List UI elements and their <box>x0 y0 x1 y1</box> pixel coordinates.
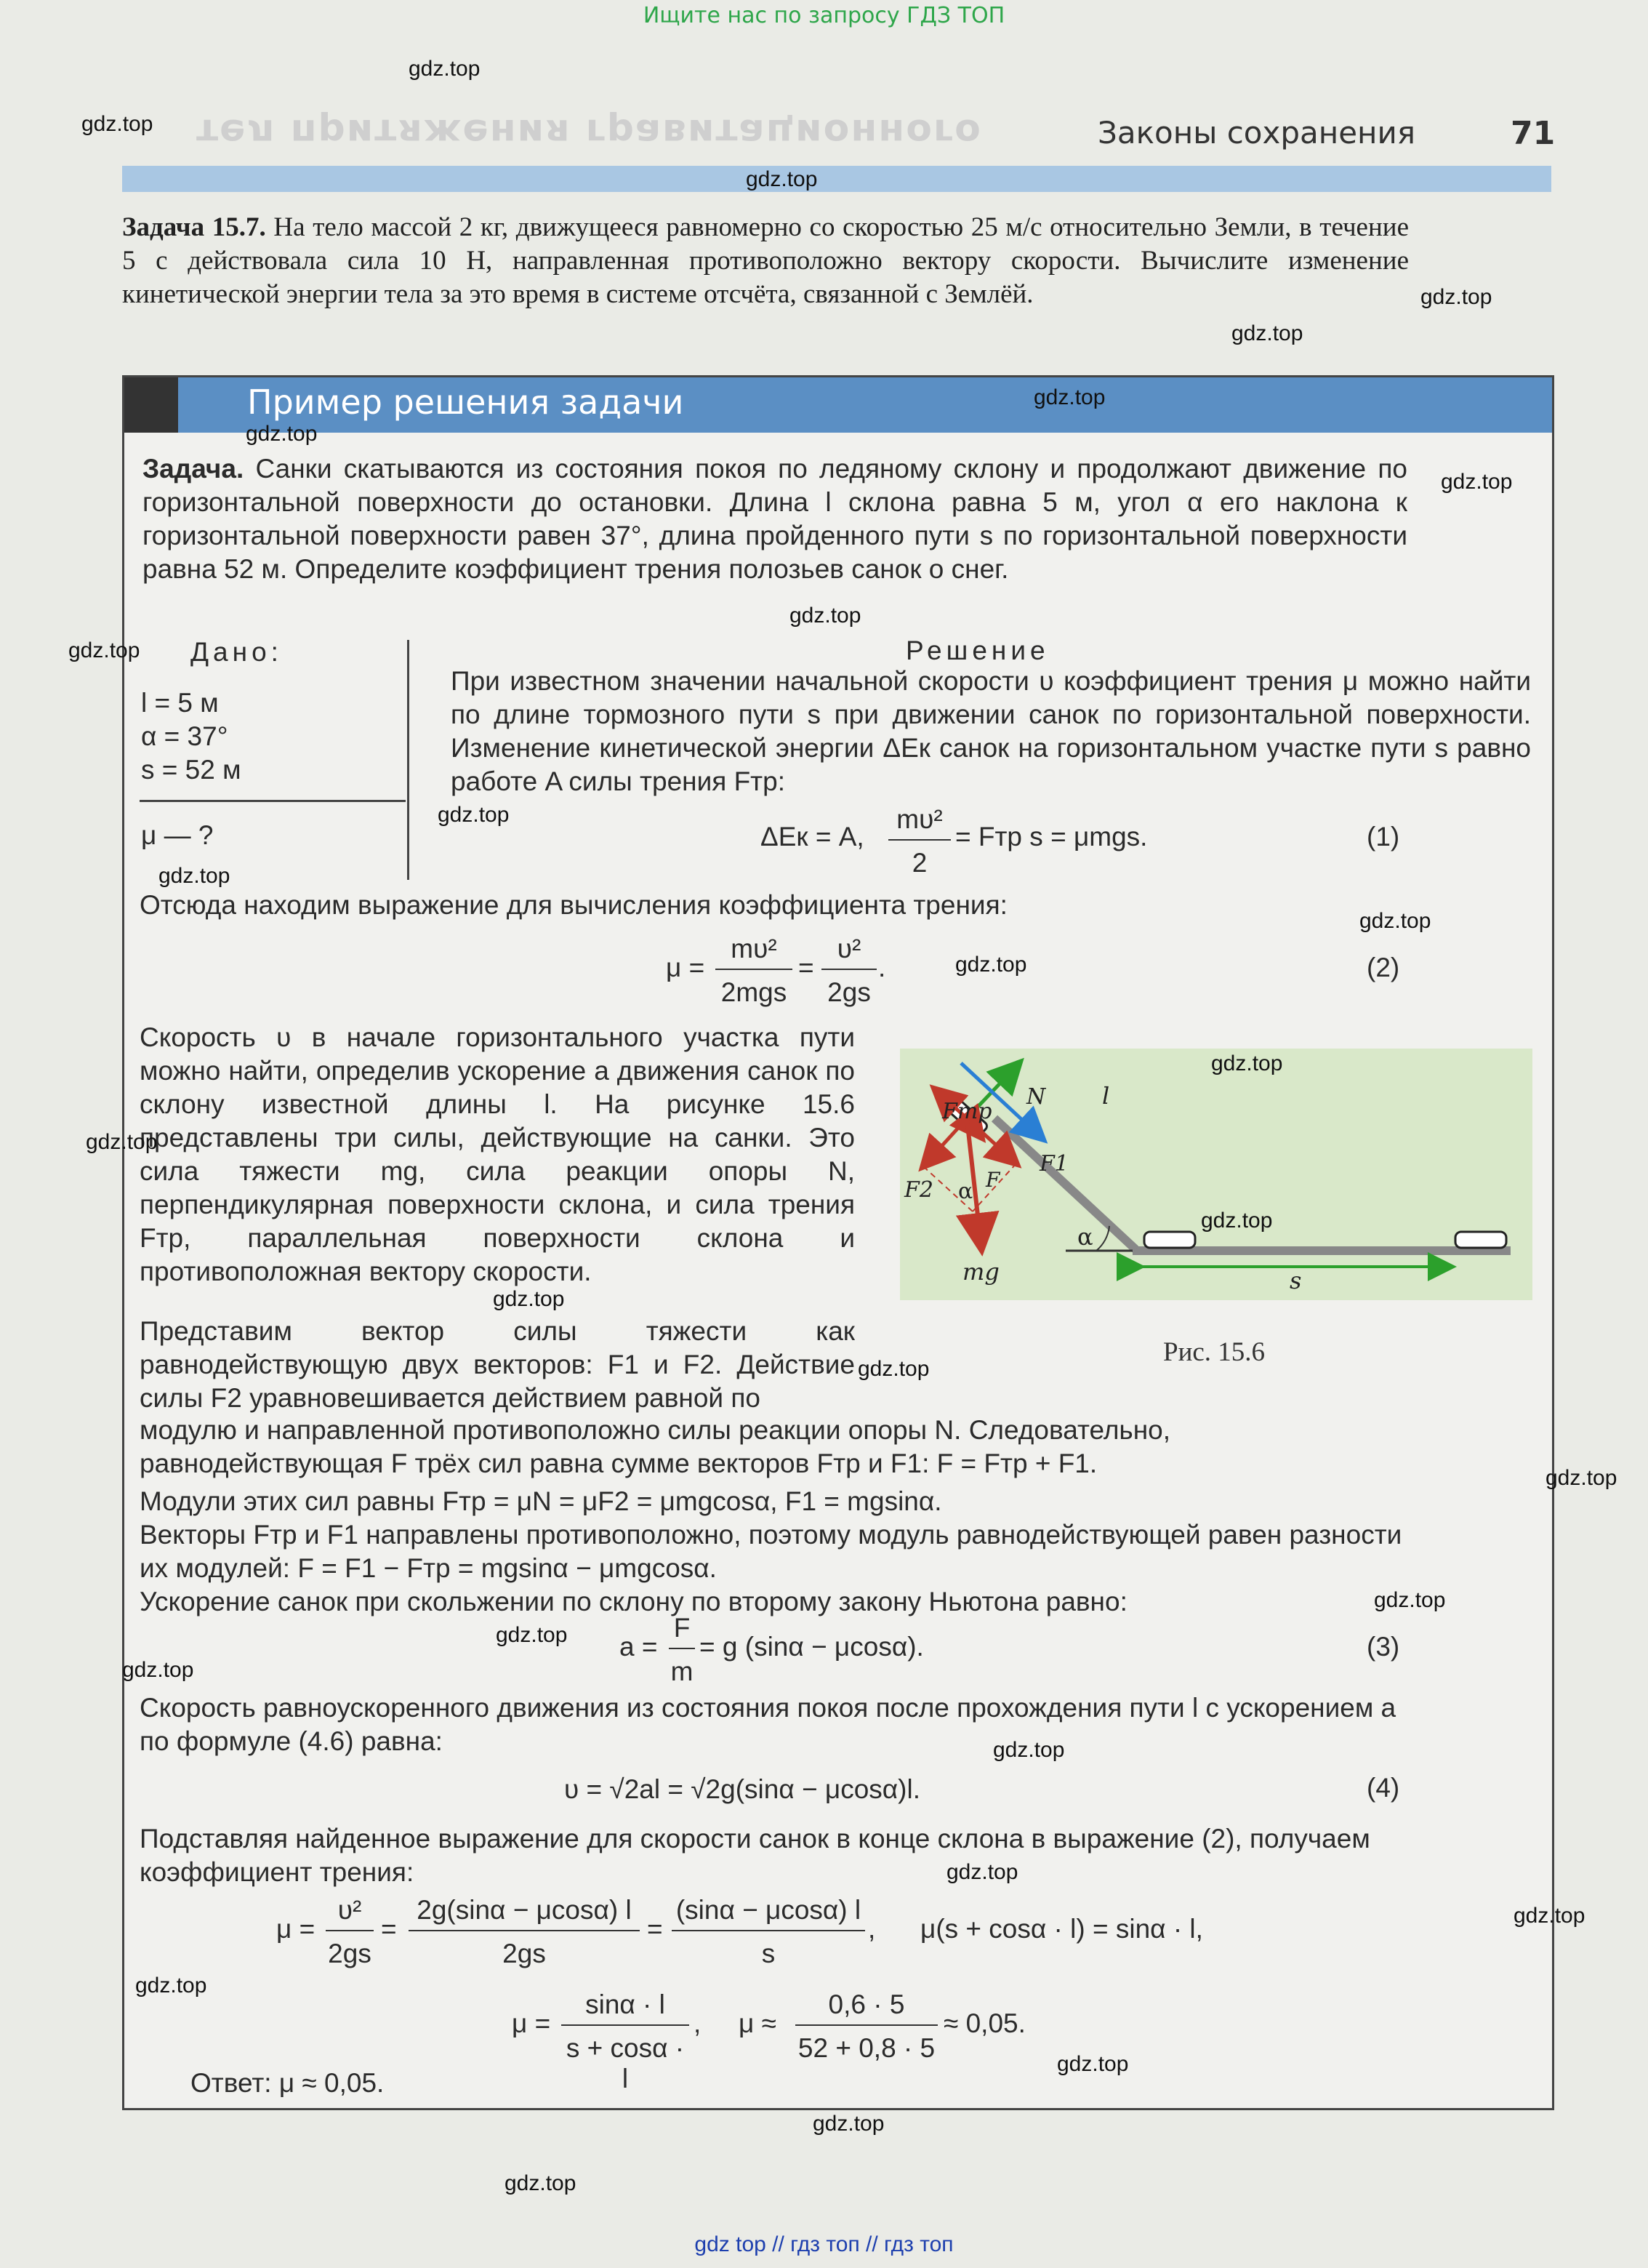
problem-text: На тело массой 2 кг, движущееся равномерно со скоростью 25 м/с относительно Земли, в течение 5 с действовала сила 10 Н, направленная противоположно вектору скорости. Вычислите изменение кинетической энергии тела за это время в системе отсчёта, связанной с Землёй. <box>122 212 1410 309</box>
eq4: υ = √2al = √2g(sinα − μcosα)l. <box>564 1774 920 1804</box>
label-l: l <box>1102 1082 1110 1110</box>
eq2-numerator-1: mυ² <box>731 934 777 963</box>
watermark: gdz.top <box>1374 1588 1446 1612</box>
label-alpha-base: α <box>1077 1223 1093 1251</box>
paragraph-velocity: Скорость равноускоренного движения из состояния покоя после прохождения пути l с ускорением a по формуле (4.6) равна: <box>140 1693 1396 1756</box>
watermark: gdz.top <box>409 57 481 81</box>
eq5-bar-2 <box>409 1930 640 1931</box>
paragraph-substitution: Подставляя найденное выражение для скорости санок в конце склона в выражение (2), получаем коэффициент трения: <box>140 1824 1370 1887</box>
watermark: gdz.top <box>946 1860 1018 1884</box>
paragraph-coefficient: Отсюда находим выражение для вычисления коэффициента трения: <box>140 890 1008 920</box>
watermark: gdz.top <box>1201 1209 1273 1233</box>
page-number: 71 <box>1511 115 1556 152</box>
sled-at-stop <box>1455 1232 1506 1248</box>
watermark: gdz.top <box>858 1357 930 1381</box>
eq2-equals: = <box>798 953 814 982</box>
eq1-denominator: 2 <box>912 848 928 878</box>
label-f1: F1 <box>1040 1151 1069 1177</box>
paragraph-forces: Скорость υ в начале горизонтального участка пути можно найти, определив ускорение a движения санок по склону известной длины l. На рисунке 15.6 представлены три силы, действующие на санки. Это сила тяжести mg, сила реакции опоры N, перпендикулярная поверхности склона, и сила трения Fтр, параллельная поверхности склона и противоположная вектору скорости. <box>140 1022 855 1286</box>
eq5-denominator-1: 2gs <box>328 1939 371 1968</box>
solution-intro: При известном значении начальной скорости υ коэффициент трения μ можно найти по длине тормозного пути s при движении санок по горизонтальной поверхности. Изменение кинетической энергии ΔEк санок на горизонтальном участке пути s равно работе A силы трения Fтр: <box>451 666 1531 796</box>
watermark: gdz.top <box>1545 1466 1617 1490</box>
label-ftr: Fтр <box>942 1099 992 1124</box>
paragraph-decomposition: Представим вектор силы тяжести как равнодействующую двух векторов: F1 и F2. Действие силы F2 уравновешивается действием равной по <box>140 1316 855 1413</box>
eq3-denominator: m <box>670 1656 694 1686</box>
eq2-number: (2) <box>1367 953 1400 982</box>
figure-15-6 <box>900 1049 1532 1300</box>
eq5-bar-3 <box>672 1930 865 1931</box>
angle-arc <box>1096 1226 1109 1251</box>
watermark: gdz.top <box>789 604 861 628</box>
solution-title: Решение <box>906 636 1050 665</box>
eq5-numerator-2: 2g(sinα − μcosα) l <box>417 1895 632 1925</box>
sled-diagram <box>900 1049 1532 1300</box>
label-n: N <box>1026 1084 1046 1110</box>
eq2-denominator-1: 2mgs <box>720 977 787 1007</box>
eq3-bar <box>669 1648 695 1649</box>
given-length: l = 5 м <box>141 688 219 718</box>
sled-at-bottom <box>1144 1232 1195 1248</box>
watermark: gdz.top <box>135 1974 207 1997</box>
paragraph-acceleration: Ускорение санок при скольжении по склону по второму закону Ньютона равно: <box>140 1587 1128 1616</box>
paragraph-difference: Векторы Fтр и F1 направлены противоположно, поэтому модуль равнодействующей равен разности их модулей: F = F1 − Fтр = mgsinα − μmgcosα. <box>140 1520 1402 1583</box>
eq5-identity: μ(s + cosα · l) = sinα · l, <box>920 1914 1203 1944</box>
eq5-eq-1: = <box>381 1914 397 1944</box>
task-label: Задача. <box>142 454 244 484</box>
eq5-mu: μ = <box>276 1914 315 1944</box>
label-mg: mg <box>962 1258 1000 1286</box>
eq5-denominator-2: 2gs <box>502 1939 546 1968</box>
eq6-denominator-2: 52 + 0,8 · 5 <box>797 2033 936 2063</box>
given-divider <box>140 800 406 802</box>
paragraph-resultant: модулю и направленной противоположно силы реакции опоры N. Следовательно, равнодействующая F трёх сил равна сумме векторов Fтр и F1: F = Fтр + F1. <box>140 1415 1170 1478</box>
eq5-numerator-3: (sinα − μcosα) l <box>675 1895 861 1925</box>
eq1-left: ΔEк = A, <box>760 822 864 851</box>
example-task <box>142 452 1407 586</box>
watermark: gdz.top <box>158 864 230 888</box>
eq2-denominator-2: 2gs <box>827 977 871 1007</box>
eq5-numerator-1: υ² <box>337 1895 362 1925</box>
header-band <box>122 166 1551 192</box>
watermark: gdz.top <box>1231 321 1303 345</box>
eq2-bar-1 <box>715 969 792 970</box>
example-title: Пример решения задачи <box>247 382 684 422</box>
eq3-numerator: F <box>673 1613 691 1643</box>
watermark: gdz.top <box>993 1738 1065 1762</box>
problem-label: Задача 15.7. <box>122 212 266 242</box>
watermark: gdz.top <box>1514 1904 1585 1928</box>
watermark: gdz.top <box>813 2112 885 2136</box>
f2-arrow <box>923 1118 967 1166</box>
eq2-mu: μ = <box>666 953 705 982</box>
example-box-corner <box>124 377 178 433</box>
label-f: F <box>986 1168 1000 1192</box>
watermark: gdz.top <box>746 167 818 191</box>
watermark: gdz.top <box>81 112 153 136</box>
eq5-bar-1 <box>326 1930 374 1931</box>
watermark: gdz.top <box>1034 385 1106 409</box>
given-angle: α = 37° <box>141 721 228 751</box>
eq6-numerator-2: 0,6 · 5 <box>828 1989 905 2019</box>
top-banner[interactable]: Ищите нас по запросу ГДЗ ТОП <box>643 3 1005 28</box>
find-unknown: μ — ? <box>141 820 214 850</box>
watermark: gdz.top <box>438 803 510 827</box>
eq6-result: ≈ 0,05. <box>944 2008 1026 2038</box>
slope-surface <box>994 1118 1135 1249</box>
given-title: Дано: <box>190 637 283 667</box>
figure-caption: Рис. 15.6 <box>1163 1337 1266 1367</box>
eq3-number: (3) <box>1367 1632 1400 1662</box>
section-title: Законы сохранения <box>1098 115 1416 151</box>
given-path: s = 52 м <box>141 755 241 785</box>
watermark: gdz.top <box>246 422 318 446</box>
eq6-approx: μ ≈ <box>739 2008 776 2038</box>
footer-links[interactable]: gdz top // гдз топ // гдз топ <box>694 2232 954 2256</box>
given-vertical-rule <box>407 640 409 880</box>
eq2-numerator-2: υ² <box>837 934 861 963</box>
watermark: gdz.top <box>493 1287 565 1311</box>
watermark: gdz.top <box>86 1130 158 1154</box>
eq2-period: . <box>878 953 886 982</box>
watermark: gdz.top <box>68 638 140 662</box>
eq6-bar-1 <box>561 2024 689 2026</box>
label-alpha-top: α <box>958 1179 973 1204</box>
label-s: s <box>1290 1267 1302 1294</box>
eq6-comma: , <box>694 2008 702 2038</box>
eq1-number: (1) <box>1367 822 1400 851</box>
eq4-number: (4) <box>1367 1773 1400 1803</box>
eq6-mu: μ = <box>512 2008 551 2038</box>
eq1-fraction-bar <box>888 839 951 841</box>
watermark: gdz.top <box>1441 470 1513 494</box>
eq1-numerator: mυ² <box>896 804 943 834</box>
task-text: Санки скатываются из состояния покоя по ледяному склону и продолжают движение по горизонтальной поверхности до остановки. Длина l склона равна 5 м, угол α его наклона к горизонтальной поверхности равен 37°, длина пройденного пути s по горизонтальной поверхности равна 52 м. Определите коэффициент трения полозьев санок о снег. <box>142 454 1407 584</box>
watermark: gdz.top <box>1359 909 1431 933</box>
watermark: gdz.top <box>122 1658 194 1682</box>
watermark: gdz.top <box>1420 285 1492 309</box>
problem-15-7 <box>122 211 1409 311</box>
eq2-bar-2 <box>821 969 877 970</box>
eq5-eq-2: = <box>647 1914 663 1944</box>
label-f2: F2 <box>904 1177 933 1203</box>
watermark: gdz.top <box>505 2171 576 2195</box>
eq1-right: = Fтр s = μmgs. <box>955 822 1148 851</box>
eq3-left: a = <box>619 1632 658 1662</box>
watermark: gdz.top <box>955 953 1027 977</box>
eq5-denominator-3: s <box>761 1939 776 1968</box>
eq6-bar-2 <box>795 2024 938 2026</box>
watermark: gdz.top <box>496 1623 568 1647</box>
eq3-right: = g (sinα − μcosα). <box>699 1632 924 1662</box>
eq6-numerator-1: sinα · l <box>585 1989 665 2019</box>
bleed-through-text: тел притяжения гравитационного <box>196 111 982 154</box>
answer: Ответ: μ ≈ 0,05. <box>190 2068 385 2098</box>
watermark: gdz.top <box>1057 2052 1129 2076</box>
watermark: gdz.top <box>1211 1051 1283 1075</box>
paragraph-moduli: Модули этих сил равны Fтр = μN = μF2 = μmgcosα, F1 = mgsinα. <box>140 1486 942 1516</box>
eq5-comma: , <box>868 1914 876 1944</box>
eq6-denominator-1: s + cosα · l <box>566 2033 685 2093</box>
